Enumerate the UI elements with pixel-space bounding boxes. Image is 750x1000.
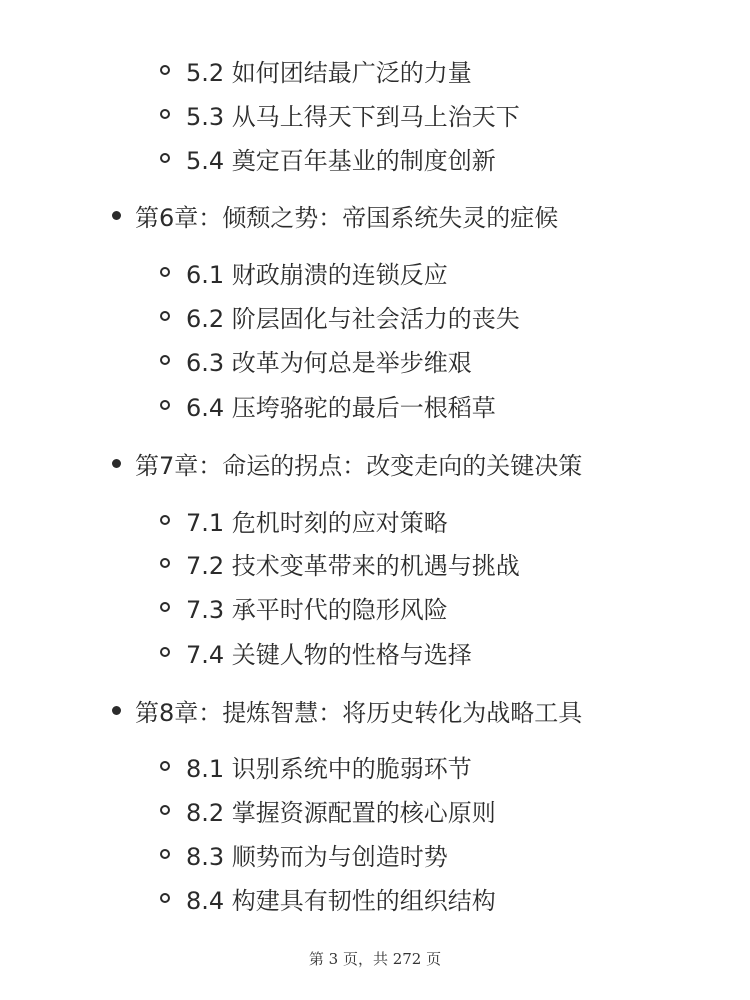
filled-circle-bullet-icon — [112, 211, 121, 220]
hollow-circle-bullet-icon — [160, 355, 170, 365]
toc-item-6-3[interactable] — [160, 340, 472, 380]
toc-item-7-3[interactable] — [160, 587, 448, 627]
toc-item-6-2[interactable] — [160, 296, 520, 336]
toc-item-8-4[interactable] — [160, 878, 496, 918]
hollow-circle-bullet-icon — [160, 515, 170, 525]
hollow-circle-bullet-icon — [160, 311, 170, 321]
hollow-circle-bullet-icon — [160, 558, 170, 568]
toc-item-label: 7.1 危机时刻的应对策略 — [186, 508, 448, 537]
page-indicator: 第 3 页，共 272 页 — [308, 950, 442, 968]
toc-item-label: 6.4 压垮骆驼的最后一根稻草 — [186, 393, 496, 422]
hollow-circle-bullet-icon — [160, 153, 170, 163]
toc-chapter-7[interactable] — [112, 441, 582, 485]
toc-item-7-2[interactable] — [160, 543, 520, 583]
toc-item-label: 5.3 从马上得天下到马上治天下 — [186, 102, 520, 131]
toc-item-8-3[interactable] — [160, 834, 448, 874]
toc-item-label: 8.2 掌握资源配置的核心原则 — [186, 798, 496, 827]
toc-item-6-1[interactable] — [160, 252, 448, 292]
toc-item-label: 5.2 如何团结最广泛的力量 — [186, 58, 472, 87]
toc-chapter-label: 第8章：提炼智慧：将历史转化为战略工具 — [135, 698, 583, 727]
toc-item-label: 8.3 顺势而为与创造时势 — [186, 842, 448, 871]
hollow-circle-bullet-icon — [160, 849, 170, 859]
toc-item-label: 6.3 改革为何总是举步维艰 — [186, 348, 472, 377]
toc-item-5-3[interactable] — [160, 94, 520, 134]
toc-item-label: 8.1 识别系统中的脆弱环节 — [186, 754, 472, 783]
hollow-circle-bullet-icon — [160, 805, 170, 815]
toc-chapter-label: 第6章：倾颓之势：帝国系统失灵的症候 — [135, 203, 559, 232]
toc-item-label: 7.2 技术变革带来的机遇与挑战 — [186, 551, 520, 580]
toc-item-7-1[interactable] — [160, 500, 448, 540]
hollow-circle-bullet-icon — [160, 647, 170, 657]
hollow-circle-bullet-icon — [160, 267, 170, 277]
hollow-circle-bullet-icon — [160, 893, 170, 903]
toc-item-8-1[interactable] — [160, 746, 472, 786]
toc-item-label: 5.4 奠定百年基业的制度创新 — [186, 146, 496, 175]
hollow-circle-bullet-icon — [160, 65, 170, 75]
toc-chapter-6[interactable] — [112, 193, 558, 237]
toc-item-7-4[interactable] — [160, 632, 472, 672]
toc-item-8-2[interactable] — [160, 790, 496, 830]
hollow-circle-bullet-icon — [160, 602, 170, 612]
toc-item-5-4[interactable] — [160, 138, 496, 178]
hollow-circle-bullet-icon — [160, 109, 170, 119]
toc-item-label: 8.4 构建具有韧性的组织结构 — [186, 886, 496, 915]
toc-item-label: 7.3 承平时代的隐形风险 — [186, 595, 448, 624]
hollow-circle-bullet-icon — [160, 761, 170, 771]
toc-item-5-2[interactable] — [160, 50, 472, 90]
toc-chapter-label: 第7章：命运的拐点：改变走向的关键决策 — [135, 451, 583, 480]
toc-item-label: 7.4 关键人物的性格与选择 — [186, 640, 472, 669]
toc-item-label: 6.2 阶层固化与社会活力的丧失 — [186, 304, 520, 333]
hollow-circle-bullet-icon — [160, 400, 170, 410]
filled-circle-bullet-icon — [112, 459, 121, 468]
filled-circle-bullet-icon — [112, 706, 121, 715]
toc-chapter-8[interactable] — [112, 688, 582, 732]
toc-item-6-4[interactable] — [160, 385, 496, 425]
toc-item-label: 6.1 财政崩溃的连锁反应 — [186, 260, 448, 289]
